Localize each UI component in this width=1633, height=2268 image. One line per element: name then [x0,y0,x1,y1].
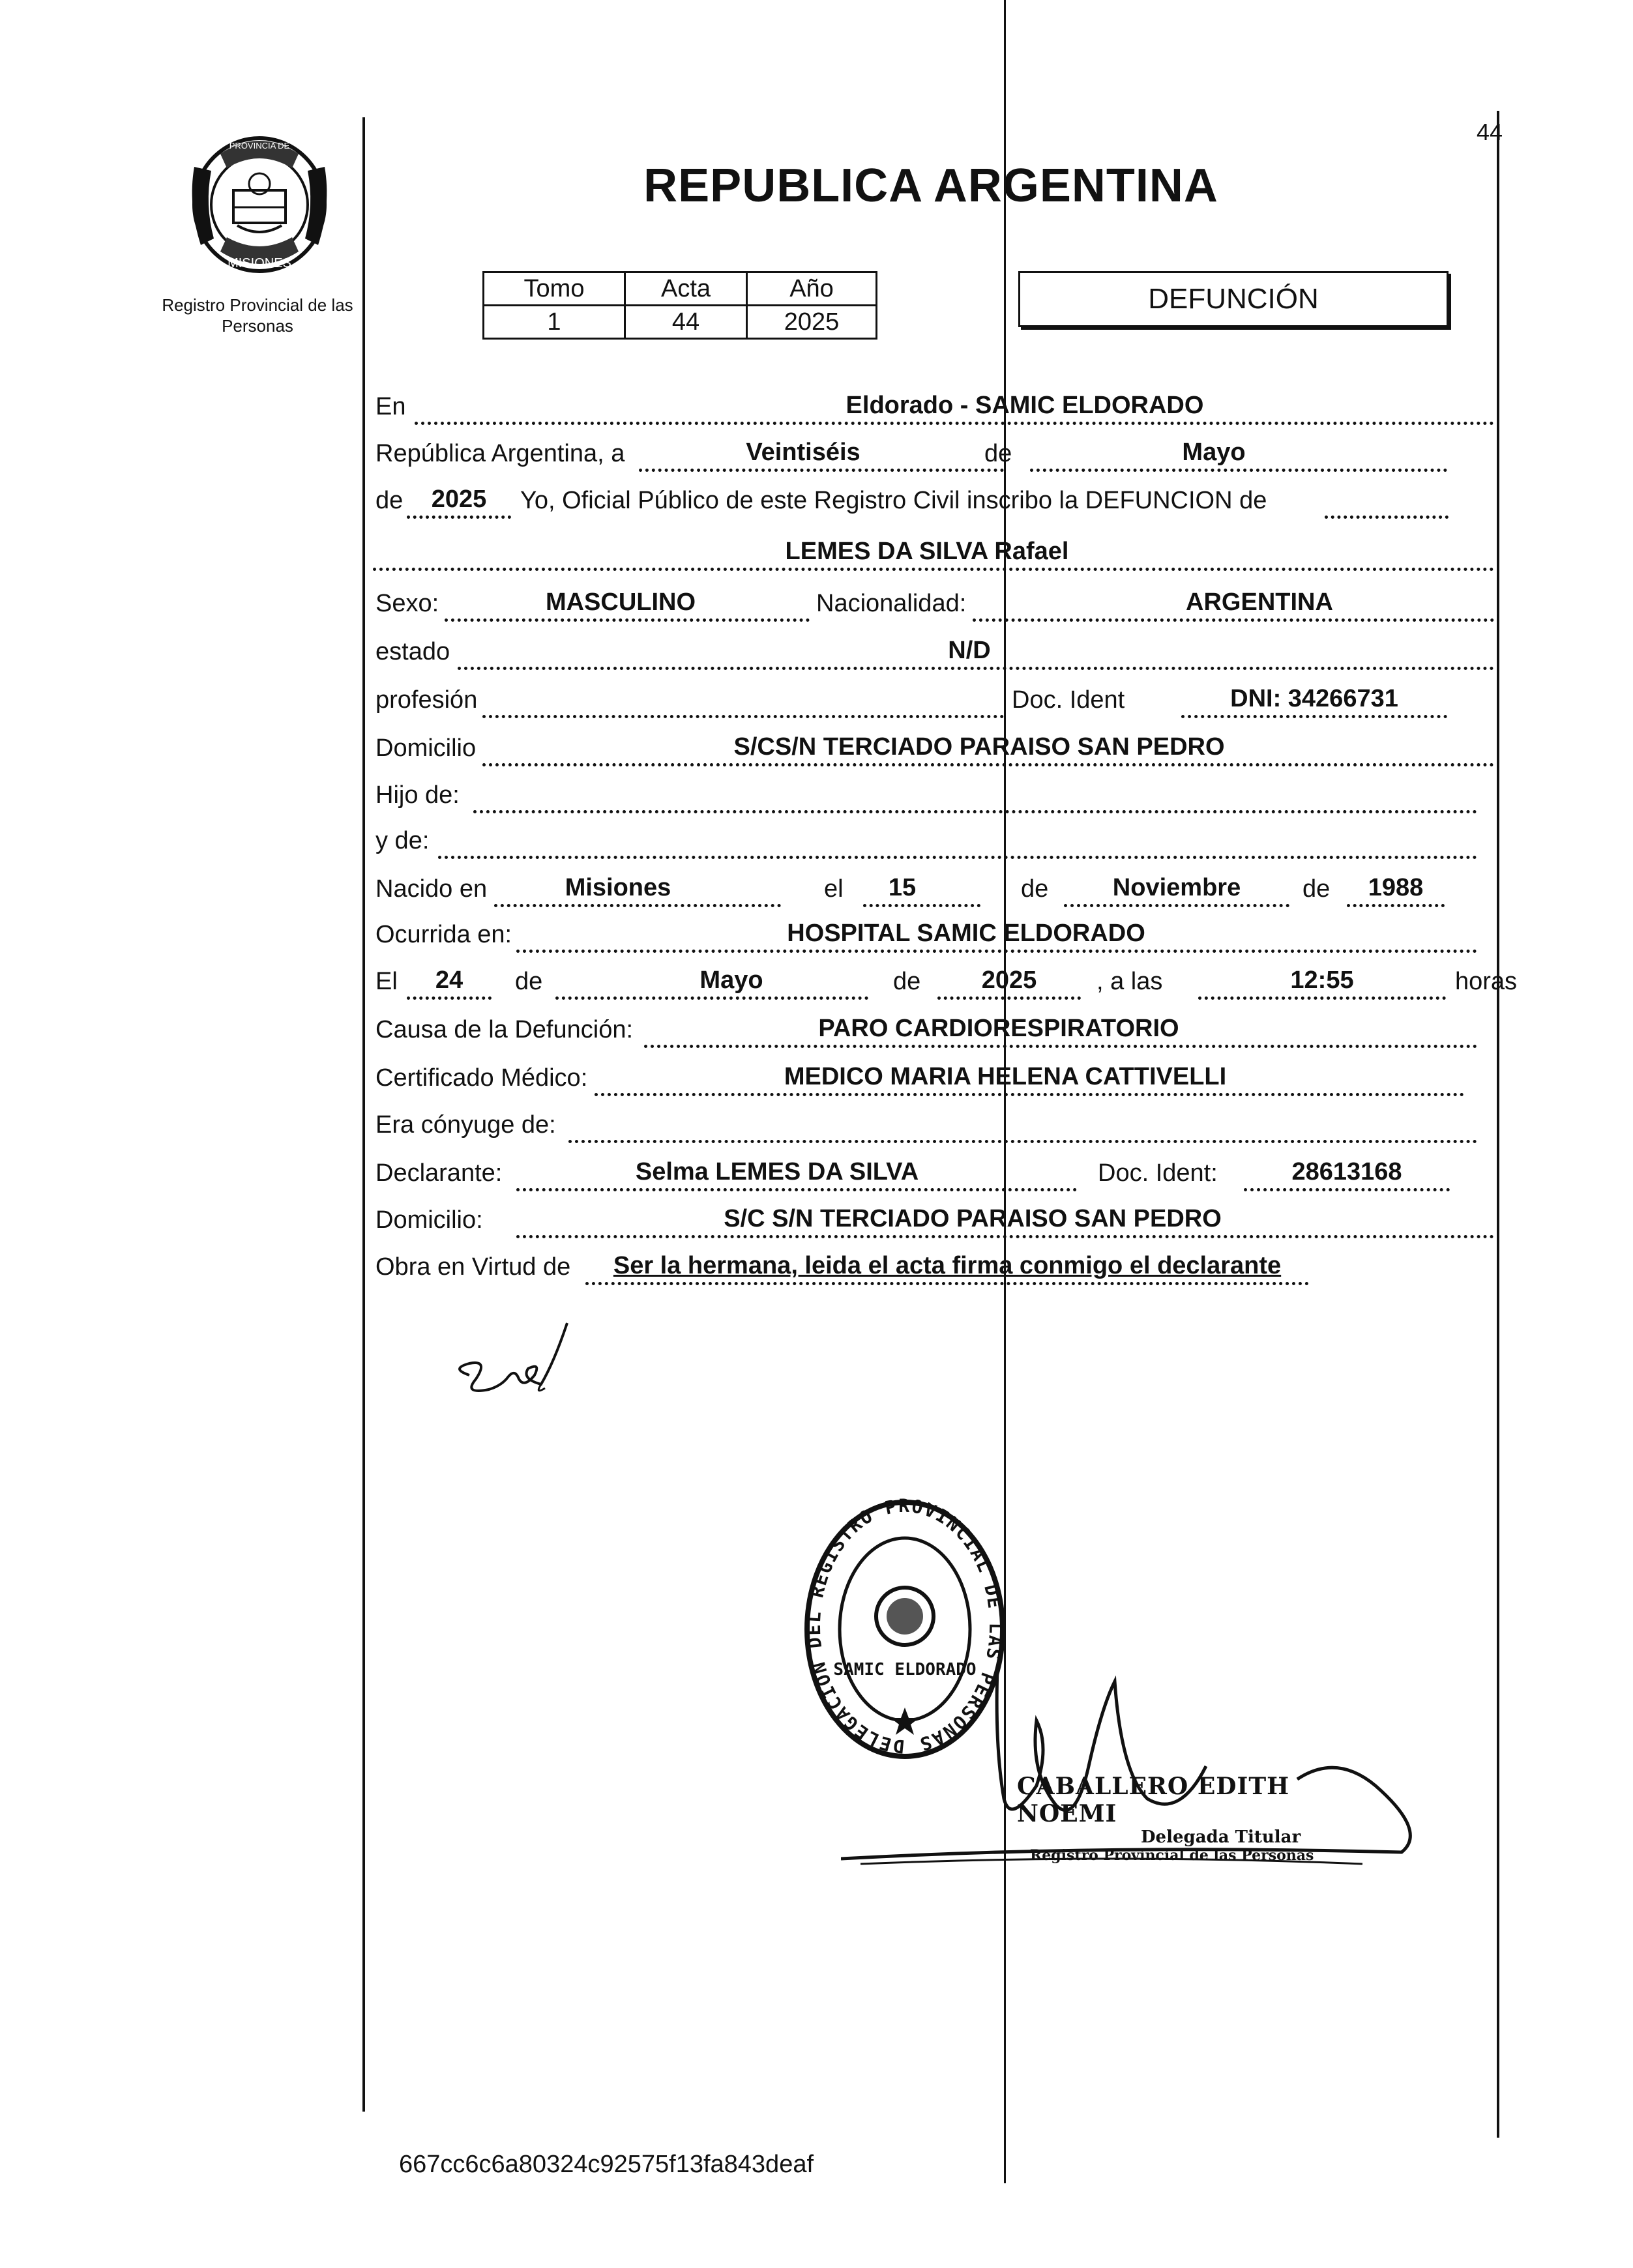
value-ano: 2025 [747,306,877,339]
row-certificado [373,1058,1497,1098]
row-date [373,434,1497,473]
dotted-line [494,904,781,907]
row-y-de [373,821,1497,860]
dotted-line [407,996,492,1000]
obra-value: Ser la hermana, leida el acta firma conmigo el declarante [613,1252,1282,1279]
nac-anio-value: 1988 [1368,874,1424,901]
header-tomo: Tomo [484,272,625,306]
page-number: 44 [1476,119,1503,145]
def-dia-value: 24 [435,967,463,994]
row-decl-domicilio [373,1200,1497,1240]
domicilio-label: Domicilio [375,734,477,762]
dotted-line [445,618,810,622]
doc-ident-label: Doc. Ident [1012,686,1125,714]
dotted-line [438,856,1477,859]
def-de2-label: de [893,968,921,995]
dotted-line [937,996,1081,1000]
ocurrida-value: HOSPITAL SAMIC ELDORADO [787,920,1145,947]
dotted-line [555,996,868,1000]
dotted-line [568,1140,1477,1143]
logo-top-text: PROVINCIA DE [229,141,290,151]
estado-value: N/D [948,637,991,664]
dotted-line [1244,1188,1450,1191]
certificado-value: MEDICO MARIA HELENA CATTIVELLI [784,1063,1227,1090]
y-de-label: y de: [375,827,430,854]
dotted-line [482,763,1494,766]
horas-label: horas [1455,968,1518,995]
row-statement [373,481,1497,520]
page-title: REPUBLICA ARGENTINA [643,160,1218,212]
row-sexo [373,584,1497,623]
header-ano: Año [747,272,877,306]
dotted-line [1030,469,1447,472]
value-tomo: 1 [484,306,625,339]
frame-right-line [1497,111,1499,2138]
seal-ring-text: DELEGACION DEL REGISTRO PROVINCIAL DE LAS PERSONAS [802,1494,1007,1758]
row-profesion [373,680,1497,720]
obra-label: Obra en Virtud de [375,1253,571,1281]
dotted-line [516,1188,1077,1191]
row-en [373,387,1497,426]
dotted-line [373,568,1494,571]
def-de1-label: de [515,968,543,995]
row-fecha-defuncion [373,962,1518,1001]
dotted-line [595,1093,1464,1096]
logo-bottom-text: MISIONES [228,256,291,270]
dotted-line [407,516,511,519]
declarante-label: Declarante: [375,1159,503,1187]
row-ocurrida [373,915,1497,954]
dotted-line [1347,904,1445,907]
dotted-line [1198,996,1446,1000]
day-words-value: Veintiséis [746,439,861,466]
ocurrida-label: Ocurrida en: [375,921,512,948]
declarant-signature [443,1316,574,1408]
row-estado [373,632,1497,671]
nacido-lugar-value: Misiones [565,874,671,901]
dotted-line [516,950,1477,953]
el-label: el [824,875,844,903]
certificado-label: Certificado Médico: [375,1064,588,1092]
seal-inner-text: SAMIC ELDORADO [833,1660,977,1679]
conyuge-label: Era cónyuge de: [375,1111,556,1139]
declarante-value: Selma LEMES DA SILVA [635,1158,919,1185]
year-value: 2025 [431,486,487,513]
registry-label: Registro Provincial de las Personas [162,295,353,336]
causa-label: Causa de la Defunción: [375,1016,634,1043]
row-causa [373,1010,1497,1049]
value-acta: 44 [625,306,747,339]
nac-dia-value: 15 [888,874,917,901]
nacionalidad-label: Nacionalidad: [816,590,967,617]
row-domicilio [373,729,1497,768]
causa-value: PARO CARDIORESPIRATORIO [818,1015,1179,1042]
dotted-line [1325,516,1449,519]
nac-de2-label: de [1302,875,1331,903]
dotted-line [482,715,1004,718]
estado-label: estado [375,638,450,665]
official-title: Delegada Titular [1141,1827,1301,1847]
record-type-box: DEFUNCIÓN [1018,271,1449,327]
row-deceased-name [373,533,1497,572]
decl-domicilio-label: Domicilio: [375,1206,483,1234]
def-mes-value: Mayo [699,967,763,994]
dotted-line [585,1282,1309,1285]
dotted-line [458,667,1494,670]
dotted-line [415,422,1494,425]
dotted-line [973,618,1494,622]
sexo-label: Sexo: [375,590,439,617]
official-office: Registro Provincial de las Personas [1030,1847,1314,1864]
official-name: CABALLERO EDITH NOEMI [1017,1773,1290,1827]
hijo-label: Hijo de: [375,781,460,809]
dotted-line [644,1045,1477,1048]
document-hash: 667cc6c6a80324c92575f13fa843deaf [399,2151,814,2178]
row-conyuge [373,1105,1497,1144]
decl-domicilio-value: S/C S/N TERCIADO PARAISO SAN PEDRO [724,1205,1222,1232]
nacionalidad-value: ARGENTINA [1186,589,1333,616]
domicilio-value: S/CS/N TERCIADO PARAISO SAN PEDRO [733,733,1225,761]
nacido-label: Nacido en [375,875,488,903]
alas-label: , a las [1096,968,1163,995]
row-nacido [373,869,1497,909]
row-declarante [373,1154,1497,1193]
profesion-label: profesión [375,686,478,714]
doc-ident-value: DNI: 34266731 [1230,685,1398,712]
dotted-line [1064,904,1289,907]
tomo-acta-ano-table [482,271,877,340]
en-label: En [375,393,406,420]
deceased-name-value: LEMES DA SILVA Rafael [785,538,1069,565]
dotted-line [1181,715,1447,718]
hora-value: 12:55 [1290,967,1354,994]
year-label: de [375,487,404,514]
republica-label: República Argentina, a [375,440,625,467]
place-value: Eldorado - SAMIC ELDORADO [846,392,1204,419]
de-label: de [984,440,1012,467]
nac-de1-label: de [1021,875,1049,903]
decl-doc-value: 28613168 [1291,1158,1402,1185]
def-anio-value: 2025 [981,967,1037,994]
sexo-value: MASCULINO [545,589,696,616]
row-hijo [373,776,1497,815]
decl-doc-label: Doc. Ident: [1098,1159,1218,1187]
el2-label: El [375,968,398,995]
dotted-line [863,904,980,907]
month-value: Mayo [1182,439,1246,466]
dotted-line [639,469,1004,472]
header-acta: Acta [625,272,747,306]
frame-left-line [362,117,365,2112]
dotted-line [516,1235,1494,1238]
statement-text: Yo, Oficial Público de este Registro Civil inscribo la DEFUNCION de [520,487,1267,514]
official-stamp [1017,1773,1343,1864]
row-obra [373,1247,1497,1287]
provincial-coat-of-arms-logo [181,128,338,278]
dotted-line [473,810,1477,813]
nac-mes-value: Noviembre [1112,874,1241,901]
